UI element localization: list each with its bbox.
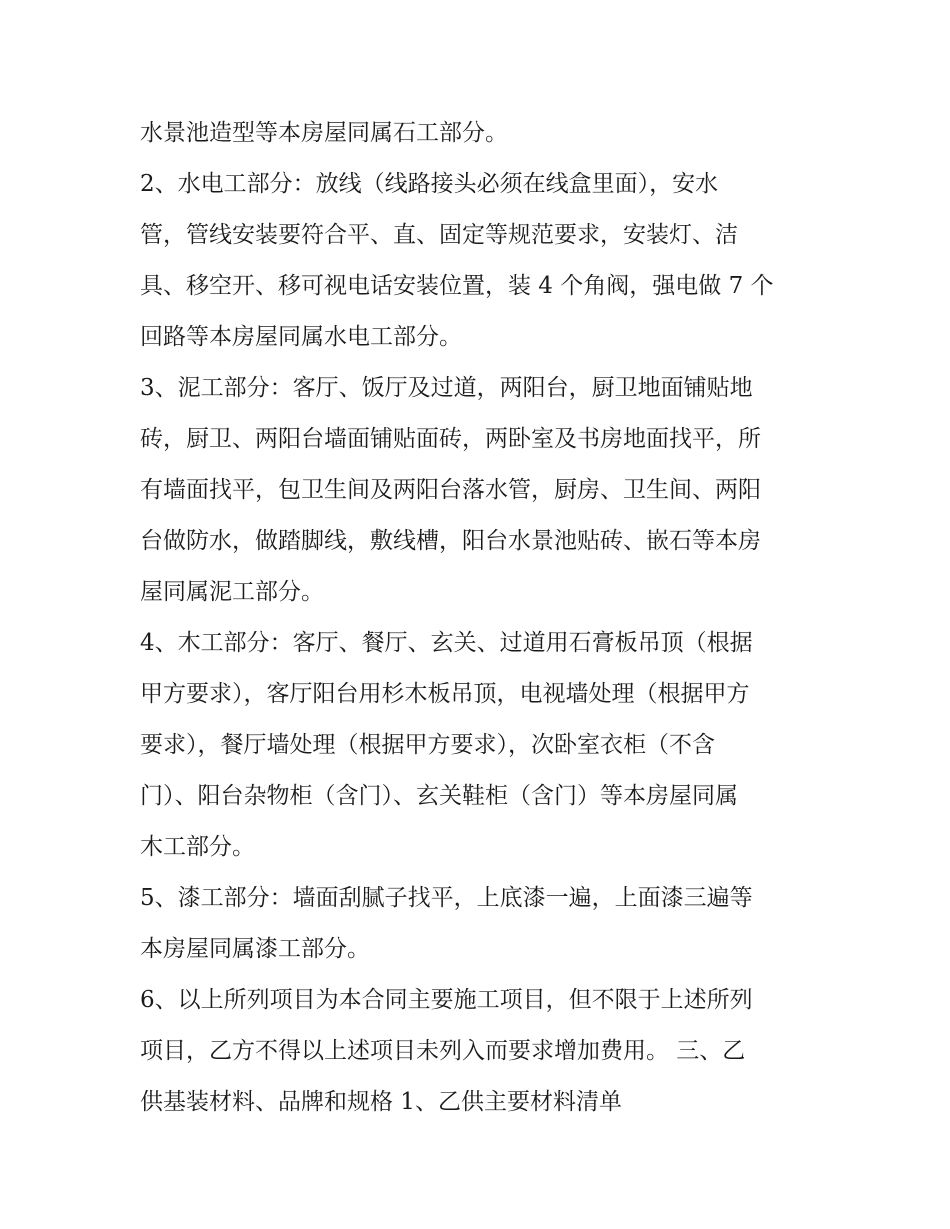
text-line-carpentry-heading: 4、木工部分：客厅、餐厅、玄关、过道用石膏板吊顶（根据 (140, 630, 753, 656)
text-line: 供基装材料、品牌和规格 1、乙供主要材料清单 (140, 1089, 622, 1115)
text-line: 甲方要求），客厅阳台用杉木板吊顶，电视墙处理（根据甲方 (140, 681, 750, 707)
text-line-plumbing-electrical-heading: 2、水电工部分：放线（线路接头必须在线盒里面），安水 (140, 171, 719, 197)
text-line: 项目，乙方不得以上述项目未列入而要求增加费用。 三、乙 (140, 1038, 746, 1064)
text-line: 具、移空开、移可视电话安装位置，装 4 个角阀，强电做 7 个 (140, 273, 774, 299)
text-line: 门）、阳台杂物柜（含门）、玄关鞋柜（含门）等本房屋同属 (140, 783, 738, 809)
text-line-masonry-heading: 3、泥工部分：客厅、饭厅及过道，两阳台，厨卫地面铺贴地 (140, 375, 753, 401)
text-line: 木工部分。 (140, 834, 255, 860)
text-line: 本房屋同属漆工部分。 (140, 936, 370, 962)
text-line-project-scope-heading: 6、以上所列项目为本合同主要施工项目，但不限于上述所列 (140, 987, 753, 1013)
text-line: 管，管线安装要符合平、直、固定等规范要求，安装灯、洁 (140, 222, 738, 248)
text-line: 回路等本房屋同属水电工部分。 (140, 324, 462, 350)
text-line: 要求），餐厅墙处理（根据甲方要求），次卧室衣柜（不含 (140, 732, 715, 758)
text-line: 台做防水，做踏脚线，敷线槽，阳台水景池贴砖、嵌石等本房 (140, 528, 761, 554)
text-line-painting-heading: 5、漆工部分：墙面刮腻子找平，上底漆一遍，上面漆三遍等 (140, 885, 753, 911)
text-line-stone-work-end: 水景池造型等本房屋同属石工部分。 (140, 120, 508, 146)
text-line: 屋同属泥工部分。 (140, 579, 324, 605)
contract-text-body (140, 108, 820, 1128)
text-line: 砖，厨卫、两阳台墙面铺贴面砖，两卧室及书房地面找平，所 (140, 426, 761, 452)
text-line: 有墙面找平，包卫生间及两阳台落水管，厨房、卫生间、两阳 (140, 477, 761, 503)
